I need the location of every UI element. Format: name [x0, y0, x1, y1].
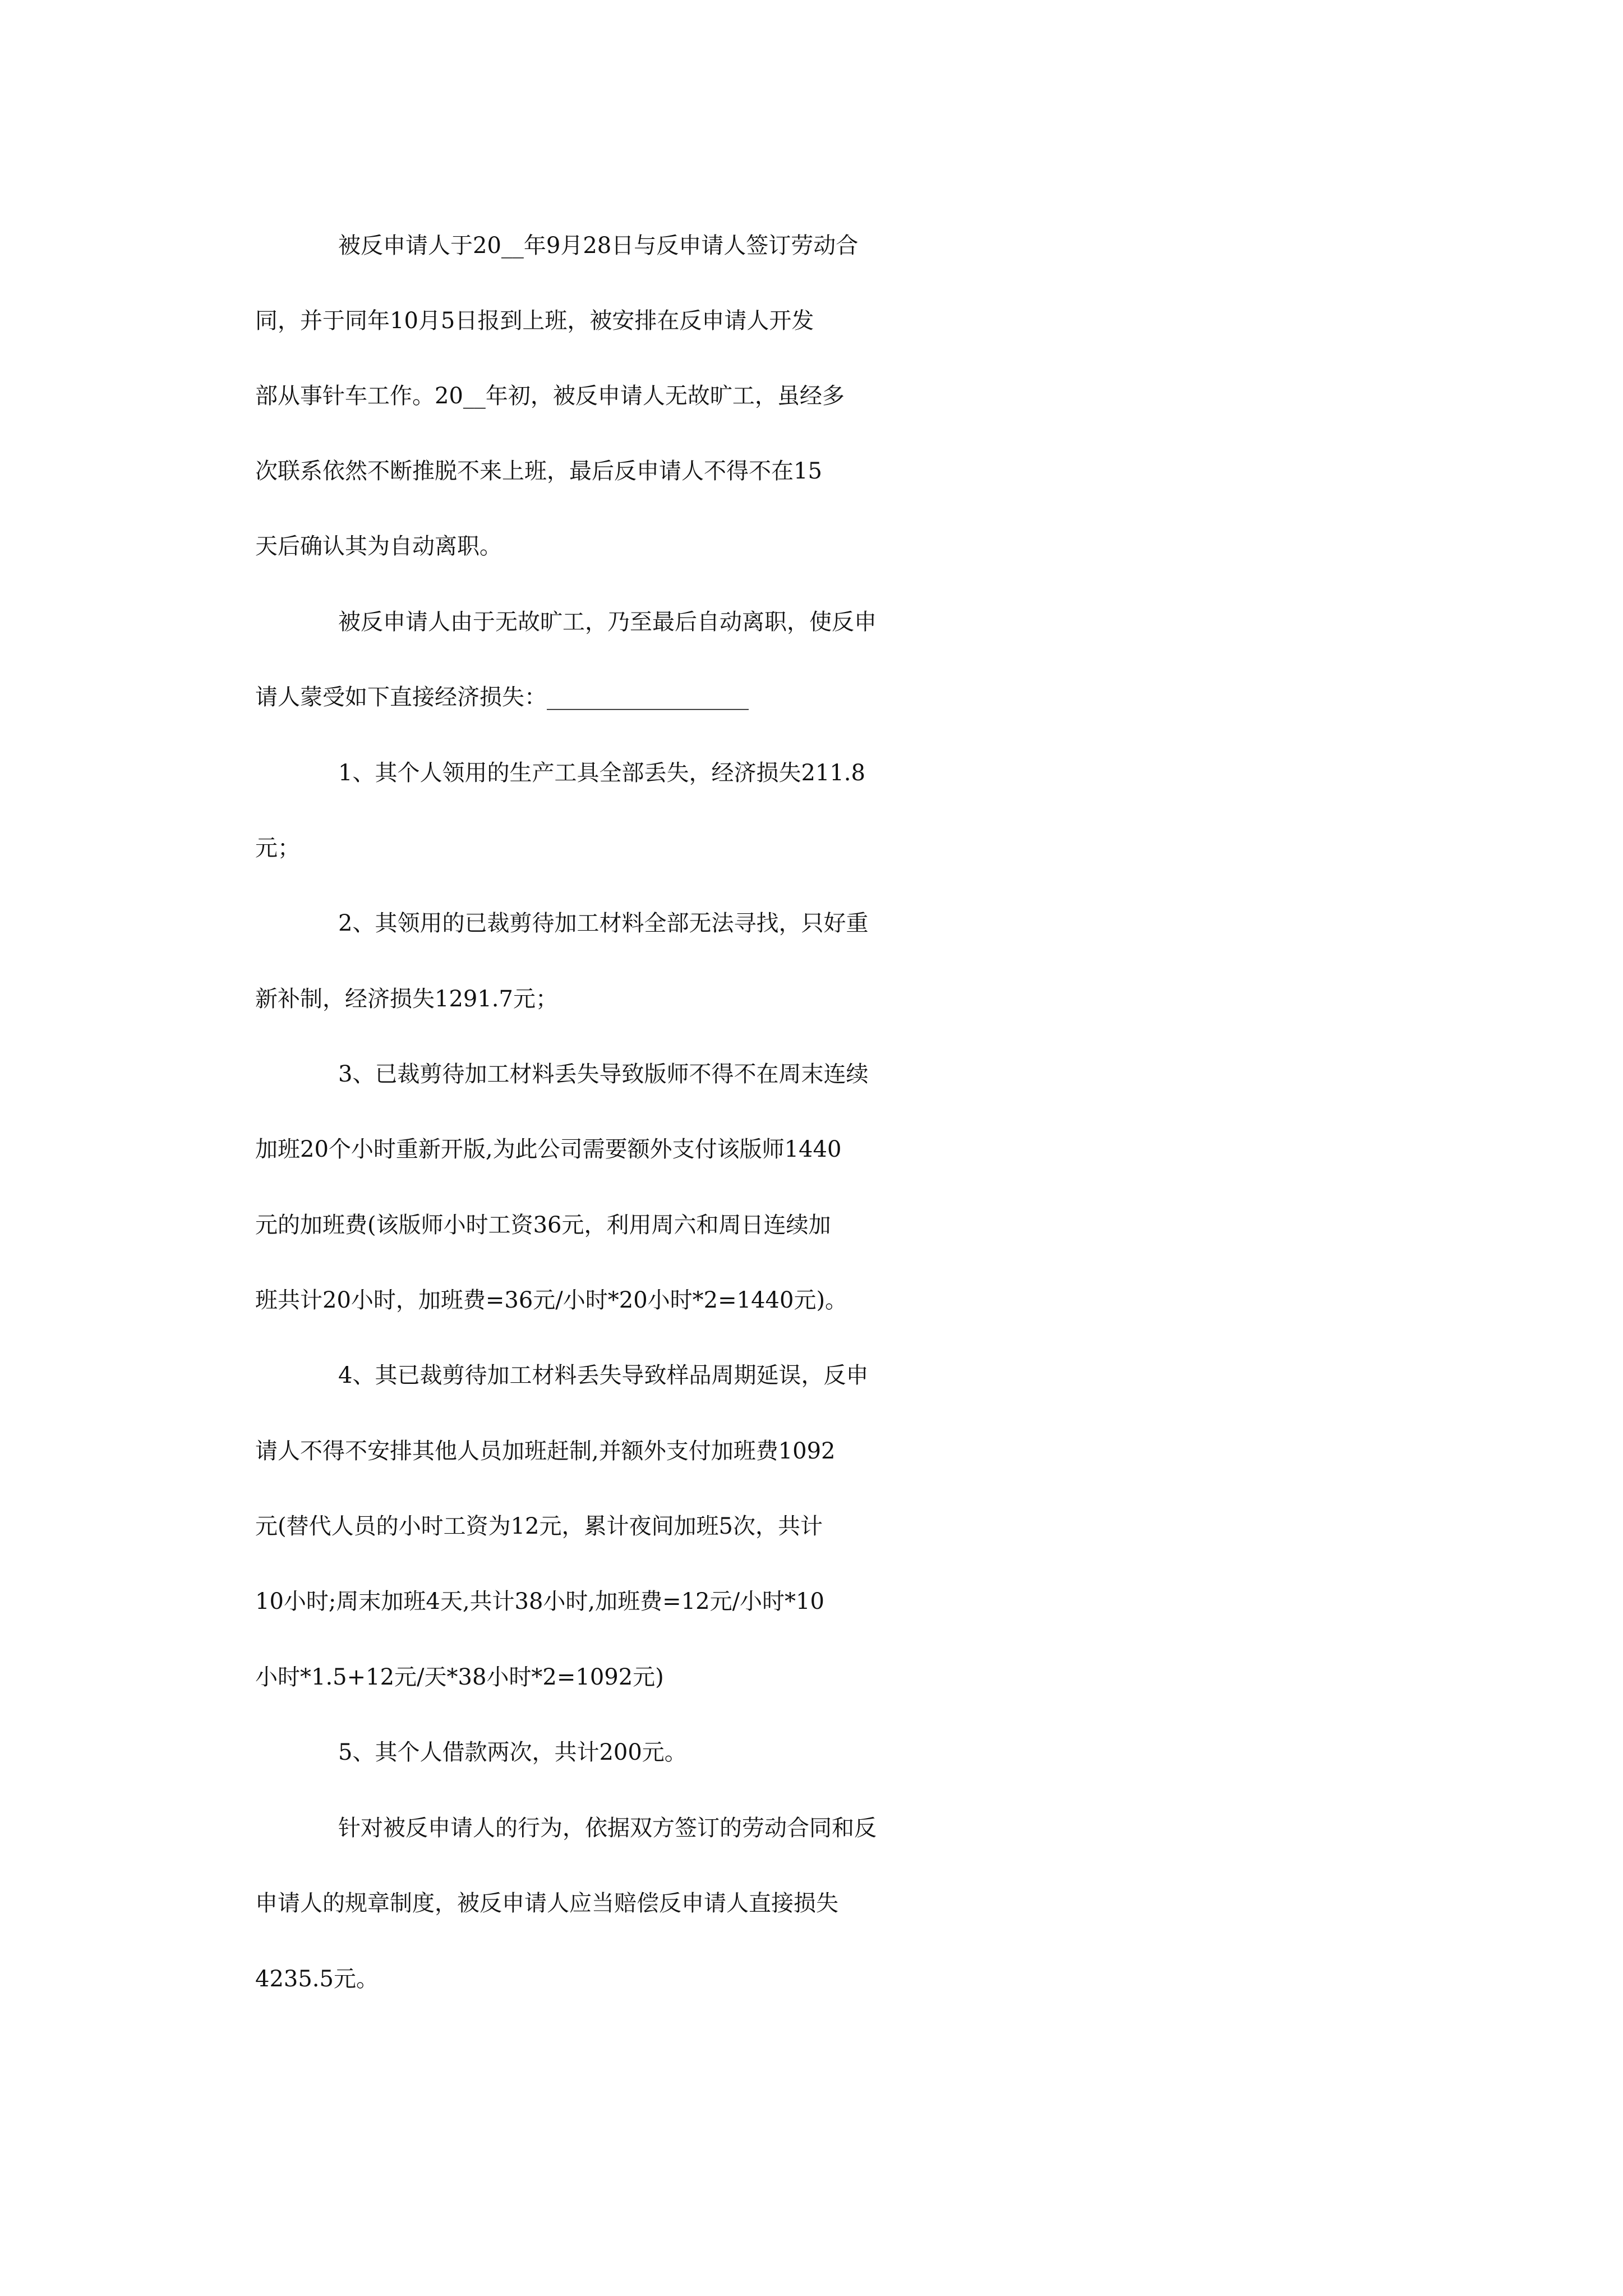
- conclusion-line-2: 申请人的规章制度，被反申请人应当赔偿反申请人直接损失: [255, 1890, 838, 1916]
- paragraph-1-line-1: 被反申请人于20__年9月28日与反申请人签订劳动合: [338, 233, 859, 259]
- item-4-line-2: 请人不得不安排其他人员加班赶制,并额外支付加班费1092: [255, 1438, 836, 1464]
- item-2-line-1: 2、其领用的已裁剪待加工材料全部无法寻找，只好重: [338, 910, 869, 936]
- paragraph-1-line-4: 次联系依然不断推脱不来上班，最后反申请人不得不在15: [255, 458, 822, 484]
- item-1-line-2: 元；: [255, 835, 300, 861]
- item-5-line-1: 5、其个人借款两次，共计200元。: [338, 1740, 687, 1765]
- item-3-line-2: 加班20个小时重新开版,为此公司需要额外支付该版师1440: [255, 1137, 842, 1162]
- item-4-line-1: 4、其已裁剪待加工材料丢失导致样品周期延误，反申: [338, 1363, 869, 1388]
- paragraph-1-line-3: 部从事针车工作。20__年初，被反申请人无故旷工，虽经多: [255, 383, 845, 409]
- paragraph-2-line-2: 请人蒙受如下直接经济损失：__________________: [255, 684, 749, 710]
- item-4-line-3: 元(替代人员的小时工资为12元，累计夜间加班5次，共计: [255, 1513, 823, 1539]
- conclusion-line-3: 4235.5元。: [255, 1966, 379, 1992]
- item-4-line-5: 小时*1.5+12元/天*38小时*2=1092元): [255, 1664, 664, 1690]
- paragraph-1-line-5: 天后确认其为自动离职。: [255, 533, 502, 559]
- item-3-line-3: 元的加班费(该版师小时工资36元，利用周六和周日连续加: [255, 1212, 831, 1238]
- paragraph-2-line-1: 被反申请人由于无故旷工，乃至最后自动离职，使反申: [338, 609, 877, 635]
- paragraph-1-line-2: 同，并于同年10月5日报到上班，被安排在反申请人开发: [255, 308, 814, 334]
- item-2-line-2: 新补制，经济损失1291.7元；: [255, 986, 558, 1012]
- item-3-line-4: 班共计20小时，加班费=36元/小时*20小时*2=1440元)。: [255, 1287, 848, 1313]
- item-3-line-1: 3、已裁剪待加工材料丢失导致版师不得不在周末连续: [338, 1061, 869, 1087]
- conclusion-line-1: 针对被反申请人的行为，依据双方签订的劳动合同和反: [338, 1815, 877, 1841]
- item-4-line-4: 10小时;周末加班4天,共计38小时,加班费=12元/小时*10: [255, 1589, 824, 1614]
- item-1-line-1: 1、其个人领用的生产工具全部丢失，经济损失211.8: [338, 760, 865, 786]
